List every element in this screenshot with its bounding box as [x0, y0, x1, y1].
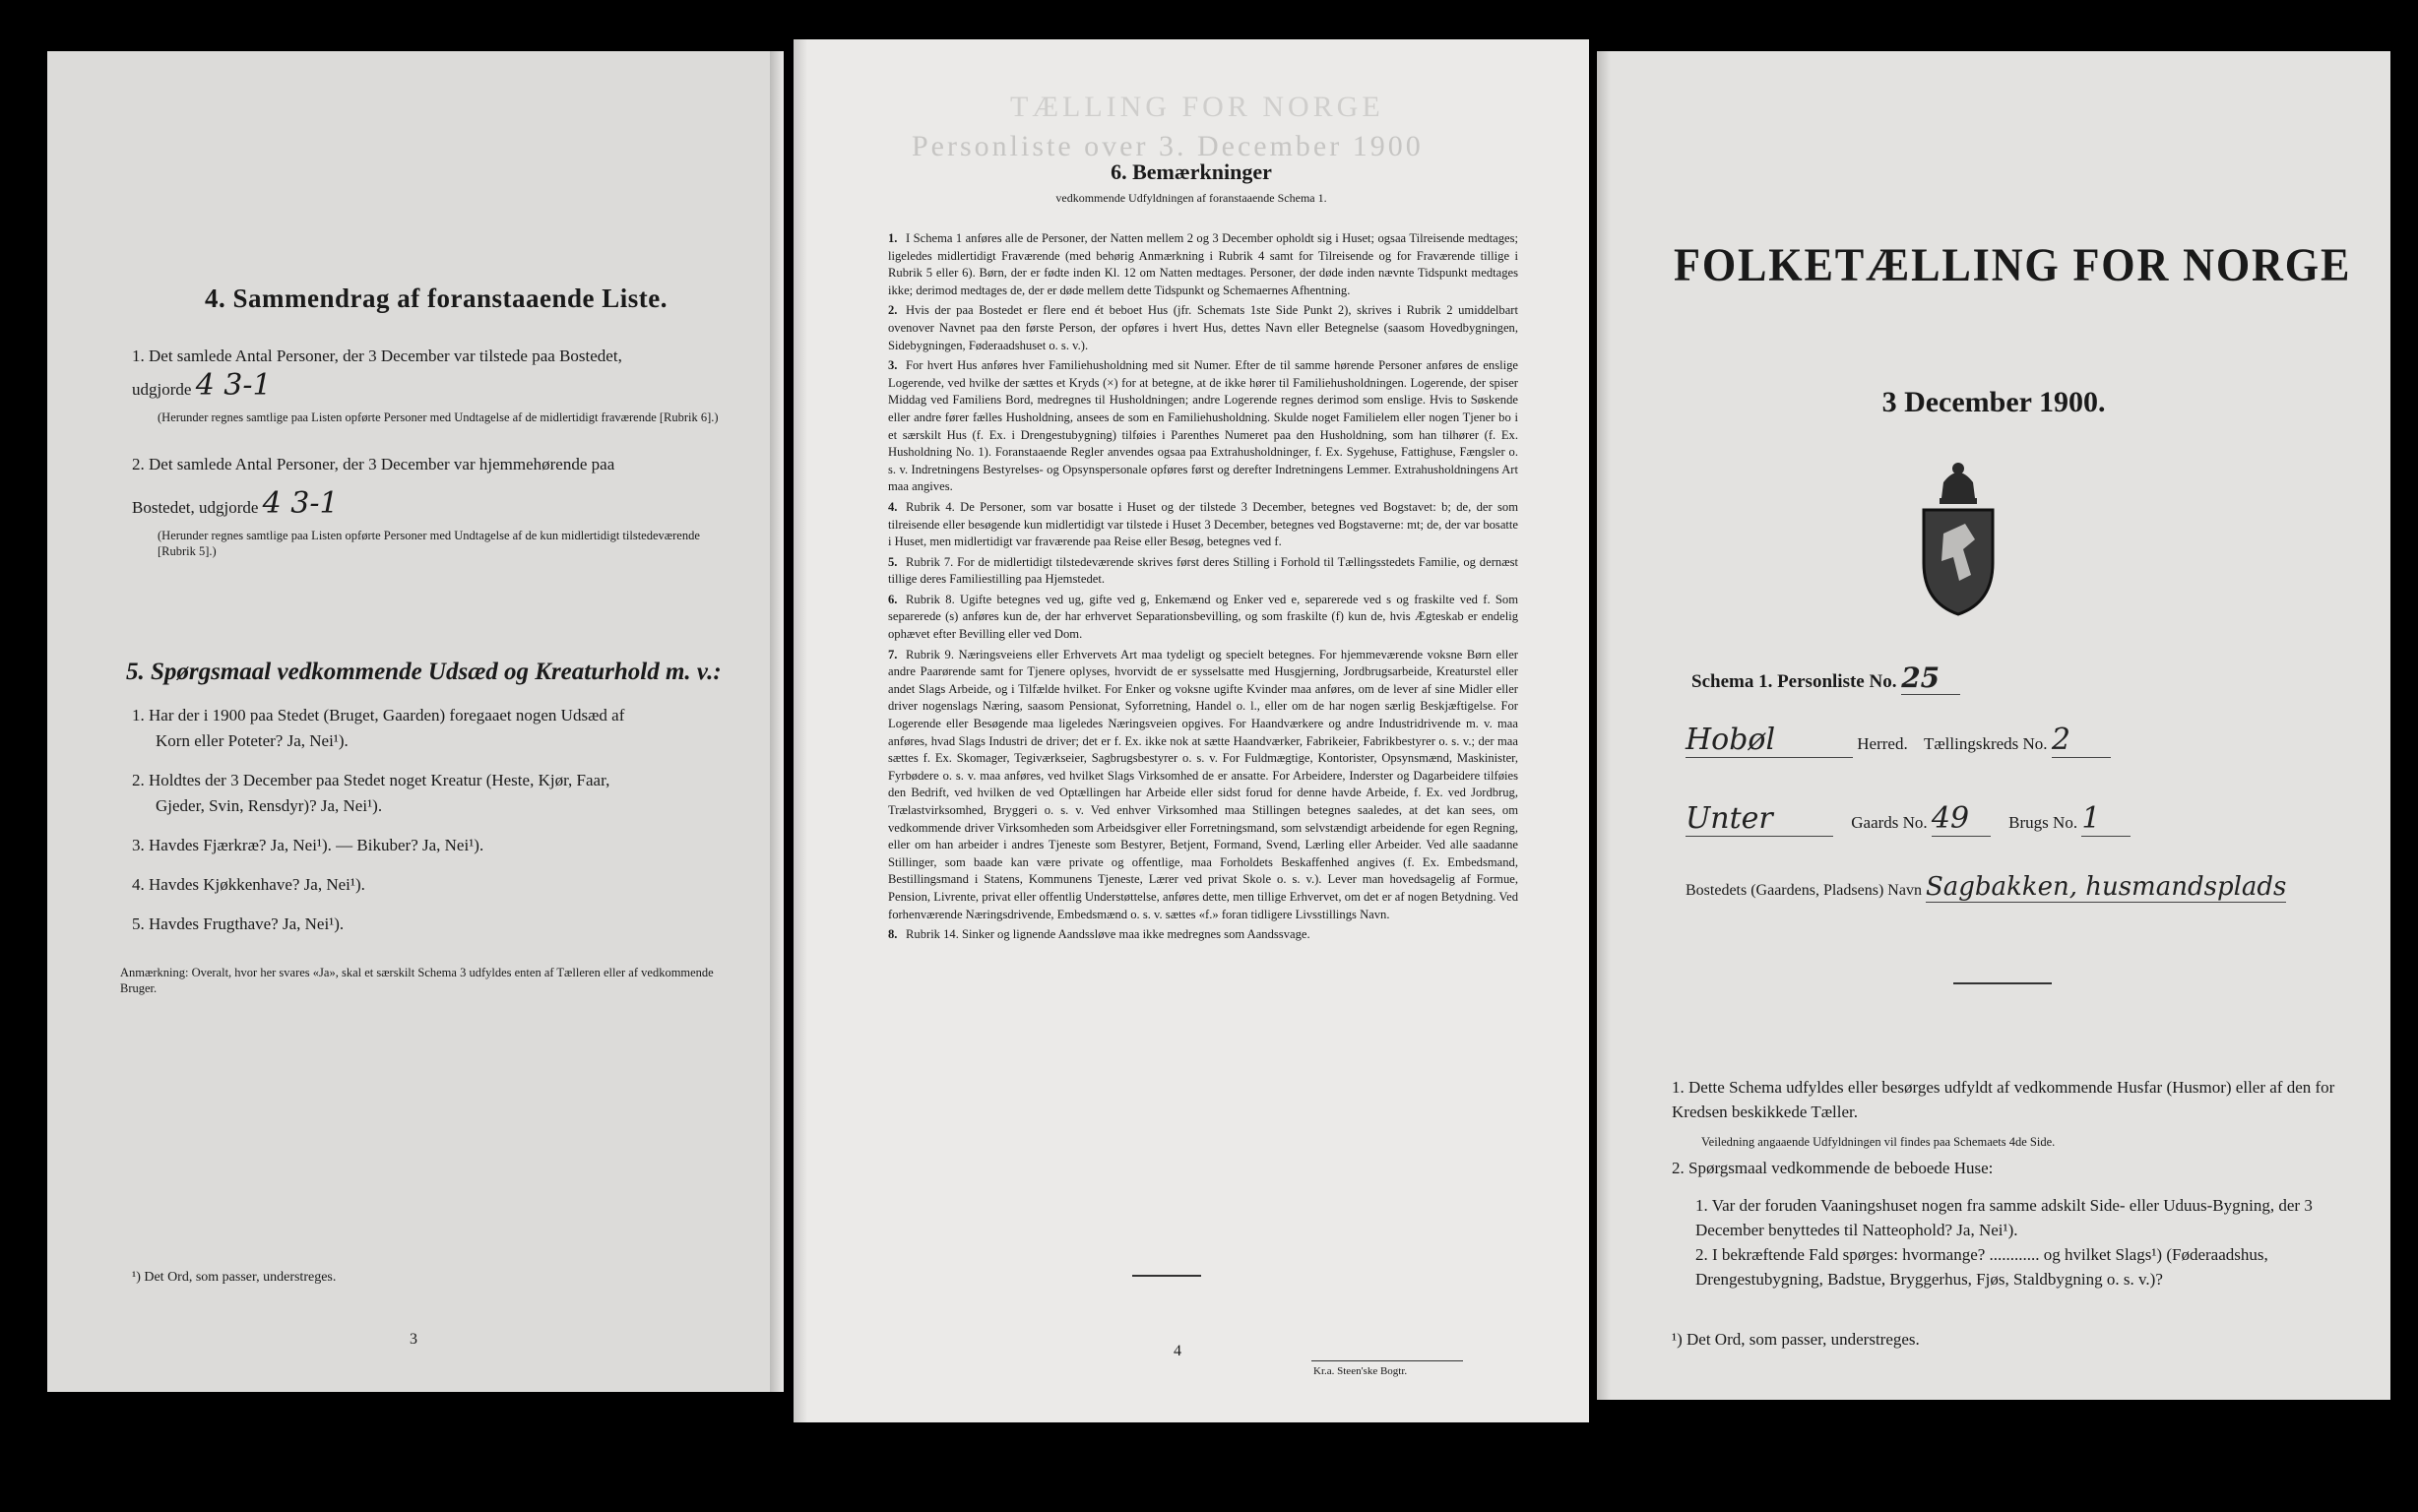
right-page — [1597, 51, 2390, 1400]
schema-label: Schema 1. Personliste No. — [1691, 671, 1897, 692]
s5-q5: 5. Havdes Frugthave? Ja, Nei¹). — [132, 914, 345, 933]
q2-line — [132, 486, 381, 521]
section5-title: 5. Spørgsmaal vedkommende Udsæd og Kreaturhold m. v.: — [126, 659, 722, 685]
section4-title: 4. Sammendrag af foranstaaende Liste. — [205, 284, 668, 313]
rule-item — [888, 230, 1518, 299]
bosted-value: Sagbakken, husmandsplads — [1925, 872, 2287, 902]
rule-item — [888, 357, 1518, 496]
instruction-1: 1. Dette Schema udfyldes eller besørges udfyldt af vedkommende Husfar (Husmor) eller af den for Kredsen beskikkede Tæller. — [1672, 1078, 2335, 1121]
instruction-1-note: Veiledning angaaende Udfyldningen vil findes paa Schemaets 4de Side. — [1701, 1135, 2056, 1149]
q2-text: 2. Det samlede Antal Personer, der 3 December var hjemmehørende paa — [132, 455, 615, 473]
herred-line — [1686, 723, 2111, 758]
rules-list — [888, 230, 1518, 947]
rule-text: Rubrik 8. Ugifte betegnes ved ug, gifte ved g, Enkemænd og Enker ved e, separerede ved s og fraskilte ved f. Som separerede (s) anføres kun de, der har erhvervet Separationsbevilling, og som fraskilte (f) kun de, hvis Ægteskab er endelig ophævet efter Bevilling eller ved Dom. — [888, 592, 1518, 642]
s5-q2a: 2. Holdtes der 3 December paa Stedet noget Kreatur (Heste, Kjør, Faar, — [132, 771, 610, 789]
q2-note: (Herunder regnes samtlige paa Listen opførte Personer med Undtagelse af de kun midlertidigt tilstedeværende [Rubrik 5].) — [158, 529, 700, 558]
rule-text: I Schema 1 anføres alle de Personer, der Natten mellem 2 og 3 December opholdt sig i Huset; ogsaa Tilreisende medtages; ligeledes midlertidigt Fraværende (med behørig Anmærkning i Rubrik 4 samt for Tilreisende og for Fraværende tillige i Rubrik 5 eller 6). Børn, der er fødte inden Kl. 12 om Natten medtages. Personer, der døde inden nævnte Tidspunkt medtages ikke; derimod medtages de, der er døde mellem dette Tidspunkt og Schemaernes Afhentning. — [888, 231, 1518, 297]
page-spine — [794, 39, 807, 1422]
q1-answer: 4 3-1 — [195, 368, 272, 403]
left-page — [47, 51, 784, 1392]
rule-item — [888, 554, 1518, 589]
instruction-2: 2. Spørgsmaal vedkommende de beboede Huse: — [1672, 1159, 1994, 1177]
page-number: 4 — [1174, 1343, 1181, 1359]
rule-number: 7. — [888, 647, 898, 662]
schema-line — [1691, 662, 1960, 695]
page-number: 3 — [410, 1331, 417, 1348]
s5-q1a: 1. Har der i 1900 paa Stedet (Bruget, Gaarden) foregaaet nogen Udsæd af — [132, 706, 625, 724]
divider — [1311, 1360, 1463, 1361]
rule-item — [888, 302, 1518, 354]
gaard-value: Unter — [1686, 801, 1833, 837]
q1-line — [132, 368, 314, 403]
rule-item — [888, 926, 1518, 944]
rule-text: Rubrik 7. For de midlertidigt tilstedeværende skrives først deres Stilling i Forhold til Tællingsstedets Familie, og dernæst tillige deres Familiestilling paa Hjemstedet. — [888, 554, 1518, 587]
rule-item — [888, 647, 1518, 924]
rule-number: 6. — [888, 592, 898, 606]
bosted-line — [1686, 872, 2286, 903]
divider — [1953, 982, 2052, 984]
q1-lead: udgjorde — [132, 380, 192, 399]
instruction-2-2: 2. I bekræftende Fald spørges: hvormange? ............ og hvilket Slags¹) (Føderaadshus, Drengestubygning, Badstue, Bryggerhus, Fjøs, Staldbygning o. s. v.)? — [1695, 1245, 2268, 1289]
bleed-through-text: Personliste over 3. December 1900 — [912, 130, 1424, 162]
coat-of-arms-icon — [1914, 455, 2003, 618]
rule-item — [888, 592, 1518, 644]
rule-text: Rubrik 4. De Personer, som var bosatte i Huset og der tilstede 3 December, betegnes ved Bogstavet: b; de, der som tilreisende eller besøgende kun midlertidigt var tilstede i Huset 3 December, betegnes ved Bogstaverne: mt; de, der var bosatte i Huset, men midlertidigt var fraværende paa Reise eller Besøg, betegnes ved f. — [888, 499, 1518, 549]
brugs-label: Brugs No. — [2008, 813, 2078, 832]
page-spine — [770, 51, 784, 1392]
q2-lead: Bostedet, udgjorde — [132, 498, 259, 517]
form-title: FOLKETÆLLING FOR NORGE — [1674, 239, 2352, 291]
kreds-label: Tællingskreds No. — [1923, 734, 2048, 753]
footnote: ¹) Det Ord, som passer, understreges. — [132, 1270, 337, 1285]
footnote: ¹) Det Ord, som passer, understreges. — [1672, 1330, 1920, 1349]
rule-number: 3. — [888, 358, 898, 373]
remark: Anmærkning: Overalt, hvor her svares «Ja», skal et særskilt Schema 3 udfyldes enten af Tælleren eller af vedkommende Bruger. — [120, 966, 714, 995]
s5-q4: 4. Havdes Kjøkkenhave? Ja, Nei¹). — [132, 875, 365, 894]
herred-label: Herred. — [1857, 734, 1908, 753]
rule-text: Rubrik 9. Næringsveiens eller Erhvervets Art maa tydeligt og specielt betegnes. For hjemmeværende voksne Børn eller andre Paarørende samt for Tjenere oplyses, hvorvidt de er sysselsatte med Husgjerning, Jordbrugsarbeide, Kreaturstel eller andet Slags Arbeide, og i Tilfælde hvilket. For Enker og voksne ugifte Kvinder maa anføres, om de lever af sine Midler eller driver nogenslags Næring, saasom Pensionat, Syforretning, Handel o. l., eller om de har nogen særlig Beskjæftigelse. For Logerende eller Besøgende maa ligeledes Næringsveien opgives. For Haandværkere og andre Industridrivende m. v. maa anføres, hvad Slags Industri de driver; det er f. Ex. ikke nok at sætte Haandværker, Fabrikeier, Fabrikbestyrer o. s. v.; der maa sættes f. Ex. Skomager, Tegiværkseier, Sagbrugsbestyrer o. s. v. For Fuldmægtige, Kontorister, Opsynsmænd, Maskinister, Fyrbødere o. s. v. maa anføres, ved hvilket Slags Virksomhed de er ansatte. For Arbeidere, Inderster og Dagarbeidere tilføies den Bedrift, ved hvilken de ved Optællingen har Arbeide eller sidst forud for denne havde Arbeide, f. Ex. ved Jordbrug, Trælastvirksomhed, Bryggeri o. s. v. Ved enhver Virksomhed maa Stillingen betegnes saaledes, at det kan sees, om vedkommende driver Virksomheden som Arbeidsgiver eller Forretningsmand, som selvstændigt arbeidende for egen Regning, eller om han arbeider i andres Tjeneste som Bestyrer, Betjent, Formand, Svend, Lærling eller Arbeider. Ved alle saadanne Stillinger, som baade kan være private og offentlige, maa Forholdets Beskaffenhed angives (f. Ex. Embedsmand, Bestillingsmand i Statens, Kommunens Tjeneste, Lærer ved privat Skole o. s. v.). Lever man hovedsagelig af Formue, Pension, Livrente, privat eller offentlig Understøttelse, anføres dette, men tillige Erhvervet, om det er af nogen Betydning. Ved forhenværende Næringsdrivende, Embedsmænd o. s. v. sættes «f.» foran tidligere Livsstillings Navn. — [888, 647, 1518, 921]
s5-q2b: Gjeder, Svin, Rensdyr)? Ja, Nei¹). — [156, 796, 383, 815]
gaard-line — [1686, 801, 2131, 837]
section6-title: 6. Bemærkninger — [1111, 159, 1272, 184]
q2-answer: 4 3-1 — [262, 486, 339, 521]
rule-number: 1. — [888, 231, 898, 245]
gaards-value: 49 — [1932, 801, 1991, 837]
herred-value: Hobøl — [1686, 723, 1853, 758]
s5-q3: 3. Havdes Fjærkræ? Ja, Nei¹). — Bikuber? Ja, Nei¹). — [132, 836, 484, 854]
middle-page — [794, 39, 1589, 1422]
instruction-2-1: 1. Var der foruden Vaaningshuset nogen fra samme adskilt Side- eller Uduus-Bygning, der 3 December benyttedes til Natteophold? Ja, Nei¹). — [1695, 1196, 2313, 1239]
rule-text: Rubrik 14. Sinker og lignende Aandssløve maa ikke medregnes som Aandssvage. — [906, 927, 1310, 942]
q1-note: (Herunder regnes samtlige paa Listen opførte Personer med Undtagelse af de midlertidigt fraværende [Rubrik 6].) — [158, 410, 719, 424]
rule-item — [888, 499, 1518, 551]
q1-text: 1. Det samlede Antal Personer, der 3 December var tilstede paa Bostedet, — [132, 346, 622, 365]
rule-number: 8. — [888, 927, 898, 942]
rule-number: 4. — [888, 499, 898, 514]
bosted-label: Bostedets (Gaardens, Pladsens) Navn — [1686, 882, 1922, 899]
kreds-value: 2 — [2052, 723, 2111, 758]
divider — [1132, 1275, 1201, 1277]
rule-text: For hvert Hus anføres hver Familiehusholdning med sit Numer. Efter de til samme hørende Personer anføres de enslige Logerende, ved hvilke der sættes et Kryds (×) for at betegne, at de ikke hører til Familiehusholdningen. Logerende, der spiser Middag ved Familiens Bord, medregnes til Husholdningen; andre Logerende regnes derimod som enslige. Hvis to Søskende eller andre fører fælles Husholdning, ansees de som en Familiehusholdning. Skulde noget Familielem eller nogen Tjener bo i et særskilt Hus (f. Ex. i Drengestubygning) tilføies i Parenthes Numeret paa den Husholdning, som han tilhører (f. Ex. Husholdning No. 1). Foranstaaende Regler anvendes ogsaa paa Extrahusholdninger, f. Ex. Sygehuse, Fattighuse, Fængsler o. s. v. Indretningens Bestyrelses- og Opsynspersonale opføres først og derefter Indretningens Lemmer. Extrahusholdningens Art maa angives. — [888, 358, 1518, 494]
rule-text: Hvis der paa Bostedet er flere end ét beboet Hus (jfr. Schemats 1ste Side Punkt 2), skrives i Rubrik 2 umiddelbart ovenover Navnet paa den første Person, der opføres i hvert Hus, dettes Navn eller Betegnelse (saasom Hovedbygningen, Sidebygningen, Føderaadshuset o. s. v.). — [888, 303, 1518, 352]
printer-imprint: Kr.a. Steen'ske Bogtr. — [1313, 1365, 1408, 1377]
s5-q1b: Korn eller Poteter? Ja, Nei¹). — [156, 731, 349, 750]
brugs-value: 1 — [2081, 801, 2131, 837]
page-spine — [1597, 51, 1611, 1400]
section6-subtitle: vedkommende Udfyldningen af foranstaaende Schema 1. — [1055, 191, 1327, 205]
bleed-through-text: TÆLLING FOR NORGE — [1010, 91, 1384, 123]
schema-number: 25 — [1901, 662, 1960, 695]
gaards-label: Gaards No. — [1851, 813, 1928, 832]
census-date: 3 December 1900. — [1881, 386, 2106, 418]
rule-number: 5. — [888, 554, 898, 569]
rule-number: 2. — [888, 303, 898, 318]
